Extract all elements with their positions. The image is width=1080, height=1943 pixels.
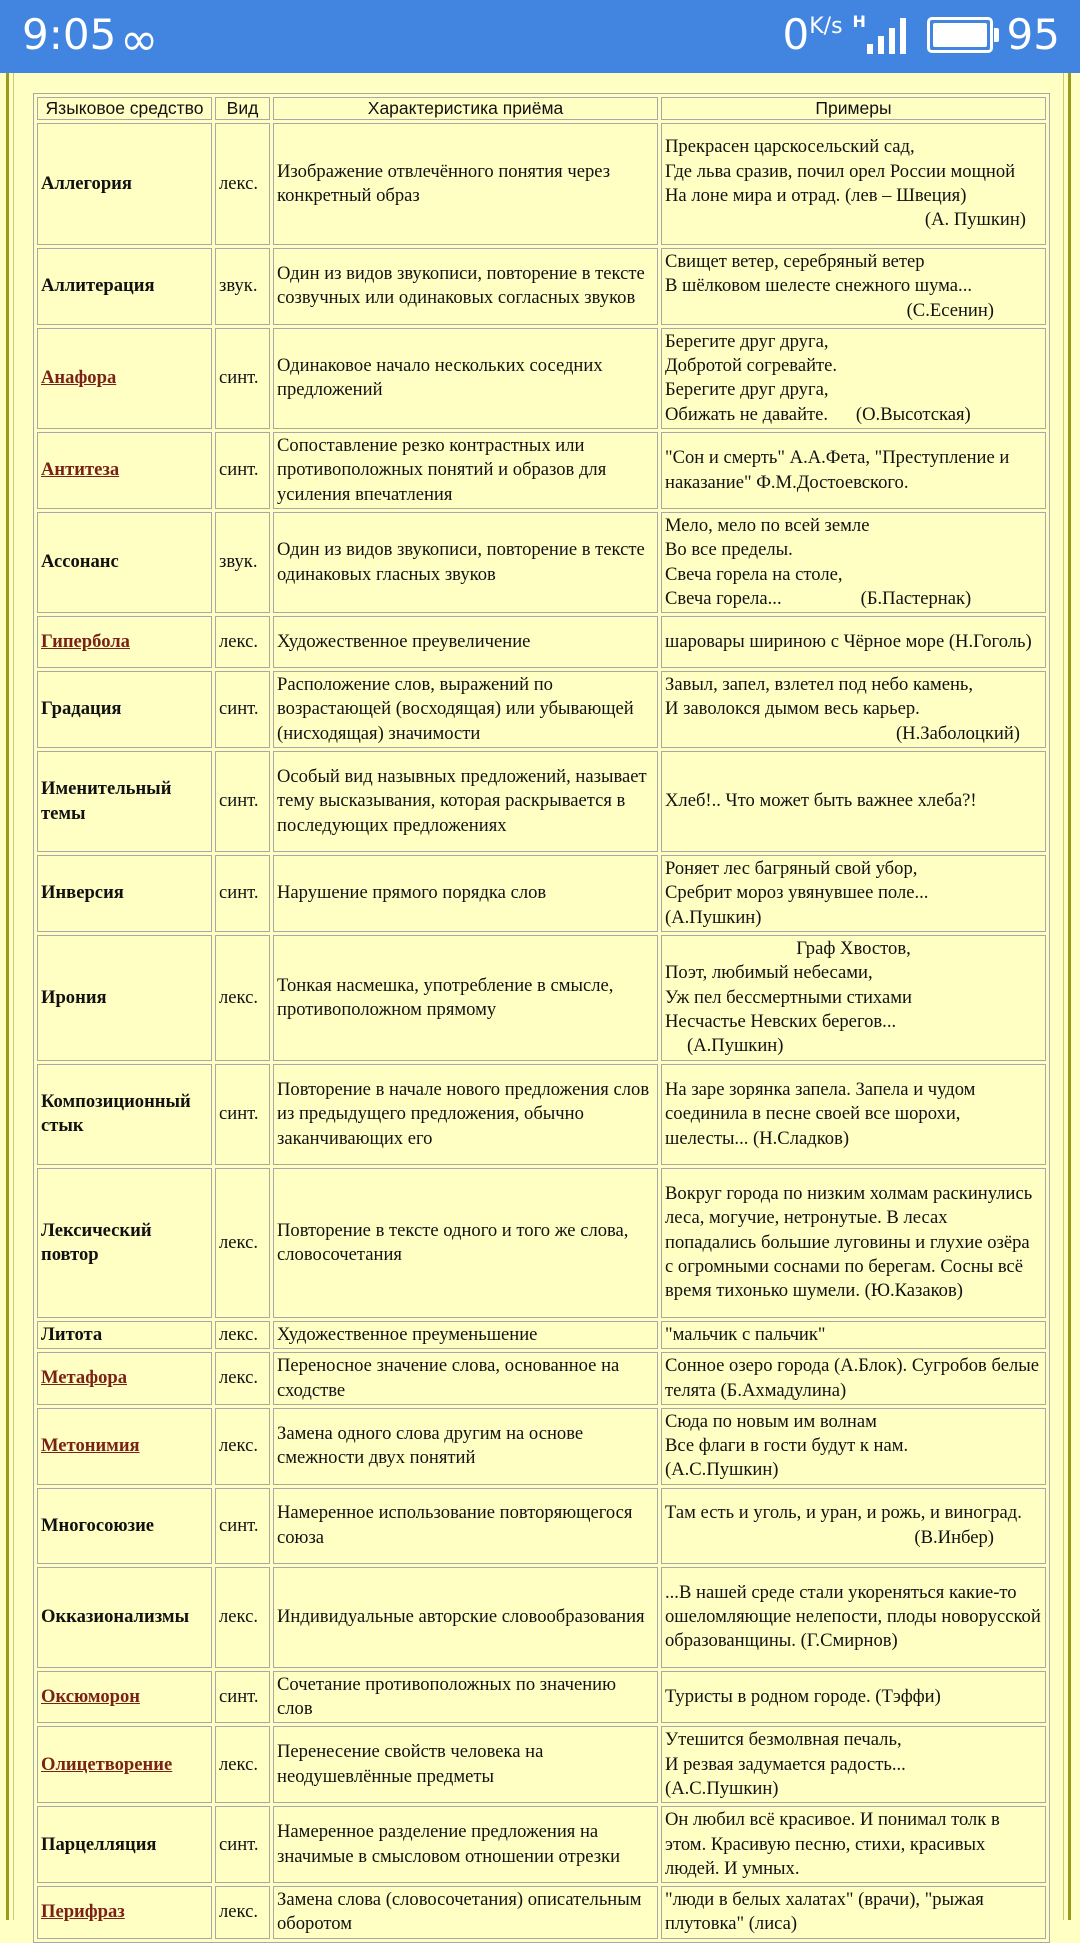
device-examples	[661, 123, 1046, 245]
example-line: Обижать не давайте. (О.Высотская)	[665, 403, 971, 425]
content-area	[33, 93, 1048, 1943]
table-row	[37, 935, 1046, 1061]
example-line: (С.Есенин)	[906, 299, 994, 321]
example-line: На заре зорянка запела. Запела и чудом соединила в песне своей все шорохи, шелесты... (Н.Сладков)	[665, 1078, 981, 1149]
example-line: На лоне мира и отрад. (лев – Швеция)	[665, 185, 967, 206]
device-kind: лекс.	[215, 1886, 270, 1939]
status-bar	[0, 0, 1080, 73]
device-kind: синт.	[215, 751, 270, 852]
example-line: В шёлковом шелесте снежного шума...	[665, 275, 973, 297]
table-row	[37, 616, 1046, 668]
device-link[interactable]: Оксюморон	[41, 1685, 140, 1707]
device-examples	[661, 1064, 1046, 1165]
example-line: Там есть и уголь, и уран, и рожь, и виноград.	[665, 1502, 1022, 1524]
device-name-cell	[37, 1726, 212, 1803]
table-row	[37, 855, 1046, 932]
example-line: Утешится безмолвная печаль,	[665, 1729, 902, 1751]
device-link[interactable]: Метонимия	[41, 1435, 140, 1457]
device-characteristic: Замена слова (словосочетания) описательным оборотом	[273, 1886, 658, 1939]
network-speed-unit: K/s	[809, 14, 843, 39]
table-row	[37, 751, 1046, 852]
device-characteristic: Повторение в начале нового предложения слов из предыдущего предложения, обычно заканчивающих его	[273, 1064, 658, 1165]
example-line: Все флаги в гости будут к нам.	[665, 1435, 909, 1457]
example-line: (В.Инбер)	[914, 1526, 994, 1548]
device-name: Многосоюзие	[41, 1514, 155, 1536]
page-frame-left-inner	[13, 73, 14, 1920]
device-link[interactable]: Перифраз	[41, 1901, 125, 1923]
device-characteristic: Нарушение прямого порядка слов	[273, 855, 658, 932]
device-kind: синт.	[215, 671, 270, 748]
device-characteristic: Особый вид назывных предложений, называет тему высказывания, которая раскрывается в последующих предложениях	[273, 751, 658, 852]
device-name: Градация	[41, 698, 122, 720]
network-speed: 0K/s	[782, 10, 843, 59]
device-link[interactable]: Антитеза	[41, 459, 120, 481]
device-characteristic: Художественное преувеличение	[273, 616, 658, 668]
device-examples	[661, 616, 1046, 668]
example-line: (А.С.Пушкин)	[665, 1459, 779, 1481]
device-kind: звук.	[215, 512, 270, 613]
device-name: Лексический повтор	[41, 1219, 152, 1265]
device-characteristic: Намеренное использование повторяющегося союза	[273, 1488, 658, 1564]
page-frame-left	[6, 73, 9, 1920]
device-name-cell	[37, 1352, 212, 1405]
device-kind: лекс.	[215, 123, 270, 245]
device-characteristic: Один из видов звукописи, повторение в тексте одинаковых гласных звуков	[273, 512, 658, 613]
table-row	[37, 123, 1046, 245]
device-name: Аллегория	[41, 172, 132, 194]
table-row	[37, 1806, 1046, 1883]
device-name-cell	[37, 328, 212, 429]
example-line: Он любил всё красивое. И понимал толк в этом. Красивую песню, стихи, красивых людей. И умных.	[665, 1809, 1005, 1879]
device-characteristic: Одинаковое начало нескольких соседних предложений	[273, 328, 658, 429]
device-examples	[661, 751, 1046, 852]
device-characteristic: Тонкая насмешка, употребление в смысле, противоположном прямому	[273, 935, 658, 1061]
device-examples	[661, 1488, 1046, 1564]
device-name-cell	[37, 1671, 212, 1724]
example-line: Сребрит мороз увянувшее поле...	[665, 882, 929, 904]
device-name-cell	[37, 1567, 212, 1668]
infinity-icon: ∞	[120, 12, 159, 66]
device-kind: лекс.	[215, 1168, 270, 1318]
device-name-cell	[37, 432, 212, 509]
device-characteristic: Индивидуальные авторские словообразования	[273, 1567, 658, 1668]
example-line: И резвая задумается радость...	[665, 1753, 906, 1775]
device-name-cell	[37, 751, 212, 852]
table-row	[37, 1064, 1046, 1165]
device-kind: синт.	[215, 855, 270, 932]
device-kind: синт.	[215, 1064, 270, 1165]
device-characteristic: Расположение слов, выражений по возрастающей (восходящая) или убывающей (нисходящая) значимости	[273, 671, 658, 748]
device-kind: лекс.	[215, 1408, 270, 1485]
device-name-cell	[37, 1488, 212, 1564]
table-row	[37, 1567, 1046, 1668]
device-kind: синт.	[215, 432, 270, 509]
example-line: (А.С.Пушкин)	[665, 1777, 779, 1799]
battery-percent: 95	[1006, 10, 1060, 59]
signal-type-label: H	[852, 11, 866, 31]
table-row	[37, 1726, 1046, 1803]
example-line: ...В нашей среде стали укореняться какие-то ошеломляющие нелепости, плоды новорусской образованщины. (Г.Смирнов)	[665, 1581, 1046, 1652]
example-line: (А.Пушкин)	[665, 906, 762, 928]
table-row	[37, 512, 1046, 613]
example-line: Несчастье Невских берегов...	[665, 1011, 897, 1033]
device-kind: синт.	[215, 328, 270, 429]
example-line: И заволокся дымом весь карьер.	[665, 698, 920, 720]
signal-icon	[852, 11, 911, 56]
example-line: Хлеб!.. Что может быть важнее хлеба?!	[665, 790, 977, 812]
device-characteristic: Перенесение свойств человека на неодушевлённые предметы	[273, 1726, 658, 1803]
device-name: Инверсия	[41, 882, 124, 904]
column-header-examples: Примеры	[661, 97, 1046, 120]
column-header-characteristic: Характеристика приёма	[273, 97, 658, 120]
literary-devices-table	[33, 93, 1050, 1943]
device-examples	[661, 671, 1046, 748]
device-characteristic: Сопоставление резко контрастных или противоположных понятий и образов для усиления впечатления	[273, 432, 658, 509]
device-name-cell	[37, 1321, 212, 1349]
table-row	[37, 1321, 1046, 1349]
device-link[interactable]: Метафора	[41, 1367, 128, 1389]
device-characteristic: Один из видов звукописи, повторение в тексте созвучных или одинаковых согласных звуков	[273, 248, 658, 325]
table-row	[37, 1352, 1046, 1405]
device-kind: лекс.	[215, 1352, 270, 1405]
device-examples	[661, 855, 1046, 932]
example-line: Свищет ветер, серебряный ветер	[665, 251, 925, 272]
device-link[interactable]: Анафора	[41, 367, 117, 389]
table-row	[37, 1168, 1046, 1318]
device-characteristic: Замена одного слова другим на основе смежности двух понятий	[273, 1408, 658, 1485]
device-name-cell	[37, 1886, 212, 1939]
device-examples	[661, 1726, 1046, 1803]
example-line: Мело, мело по всей земле	[665, 514, 870, 536]
example-line: шаровары шириною с Чёрное море (Н.Гоголь)	[665, 631, 1032, 652]
device-name: Ирония	[41, 986, 107, 1008]
device-name-cell	[37, 512, 212, 613]
device-name: Аллитерация	[41, 275, 155, 297]
column-header-kind: Вид	[215, 97, 270, 120]
device-examples	[661, 1408, 1046, 1485]
table-row	[37, 248, 1046, 325]
device-examples	[661, 1168, 1046, 1318]
device-kind: синт.	[215, 1806, 270, 1883]
example-line: Вокруг города по низким холмам раскинулись леса, могучие, нетронутые. В лесах попадались большие луговины и глухие озёра с огромными соснами по берегам. Сосны всё время тихонько шумели. (Ю.Казаков)	[665, 1183, 1037, 1302]
device-examples	[661, 512, 1046, 613]
example-line: Туристы в родном городе. (Тэффи)	[665, 1685, 941, 1707]
device-link[interactable]: Олицетворение	[41, 1753, 173, 1775]
example-line: Берегите друг друга,	[665, 379, 829, 401]
device-characteristic: Художественное преуменьшение	[273, 1321, 658, 1349]
device-name-cell	[37, 248, 212, 325]
device-kind: синт.	[215, 1671, 270, 1724]
device-name-cell	[37, 616, 212, 668]
page-frame-right-inner	[1063, 73, 1064, 1920]
device-examples	[661, 248, 1046, 325]
device-examples	[661, 1321, 1046, 1349]
example-line: Добротой согревайте.	[665, 355, 838, 377]
device-name-cell	[37, 1064, 212, 1165]
example-line: "Сон и смерть" А.А.Фета, "Преступление и наказание" Ф.М.Достоевского.	[665, 447, 1015, 493]
column-header-device: Языковое средство	[37, 97, 212, 120]
example-line: Роняет лес багряный свой убор,	[665, 858, 918, 880]
table-row	[37, 671, 1046, 748]
example-line: Прекрасен царскосельский сад,	[665, 136, 915, 158]
example-line: Берегите друг друга,	[665, 330, 829, 352]
device-name-cell	[37, 671, 212, 748]
example-line: Завыл, запел, взлетел под небо камень,	[665, 674, 974, 696]
example-line: Уж пел бессмертными стихами	[665, 986, 912, 1008]
device-examples	[661, 1567, 1046, 1668]
device-name: Парцелляция	[41, 1833, 157, 1855]
device-name: Композиционный стык	[41, 1091, 191, 1137]
example-line: Граф Хвостов,	[796, 938, 911, 960]
device-kind: лекс.	[215, 935, 270, 1061]
clock: 9:05	[22, 10, 117, 59]
example-line: "люди в белых халатах" (врачи), "рыжая плутовка" (лиса)	[665, 1889, 989, 1935]
device-kind: лекс.	[215, 1726, 270, 1803]
battery-icon	[927, 17, 993, 53]
device-name-cell	[37, 935, 212, 1061]
device-characteristic: Переносное значение слова, основанное на сходстве	[273, 1352, 658, 1405]
example-line: Поэт, любимый небесами,	[665, 962, 873, 984]
device-name: Именительный темы	[41, 778, 172, 824]
device-examples	[661, 432, 1046, 509]
device-kind: лекс.	[215, 1321, 270, 1349]
device-characteristic: Намеренное разделение предложения на значимые в смысловом отношении отрезки	[273, 1806, 658, 1883]
device-name-cell	[37, 855, 212, 932]
table-row	[37, 432, 1046, 509]
table-header-row	[37, 97, 1046, 120]
device-kind: лекс.	[215, 616, 270, 668]
table-row	[37, 1886, 1046, 1939]
device-examples	[661, 328, 1046, 429]
example-line: Во все пределы.	[665, 539, 793, 561]
device-link[interactable]: Гипербола	[41, 631, 130, 652]
device-examples	[661, 1806, 1046, 1883]
device-examples	[661, 1352, 1046, 1405]
example-line: (А. Пушкин)	[924, 209, 1026, 231]
device-characteristic: Сочетание противоположных по значению слов	[273, 1671, 658, 1724]
table-row	[37, 328, 1046, 429]
device-examples	[661, 1886, 1046, 1939]
device-name: Окказионализмы	[41, 1606, 190, 1628]
device-kind: синт.	[215, 1488, 270, 1564]
example-line: Свеча горела на столе,	[665, 563, 843, 585]
device-name-cell	[37, 123, 212, 245]
example-line: (Н.Заболоцкий)	[895, 722, 1020, 744]
device-examples	[661, 935, 1046, 1061]
device-name-cell	[37, 1408, 212, 1485]
example-line: Где льва сразив, почил орел России мощной	[665, 160, 1016, 182]
device-name: Ассонанс	[41, 551, 119, 573]
device-characteristic: Изображение отвлечённого понятия через конкретный образ	[273, 123, 658, 245]
device-kind: звук.	[215, 248, 270, 325]
device-name-cell	[37, 1806, 212, 1883]
device-characteristic: Повторение в тексте одного и того же слова, словосочетания	[273, 1168, 658, 1318]
device-examples	[661, 1671, 1046, 1724]
table-row	[37, 1488, 1046, 1564]
table-row	[37, 1671, 1046, 1724]
example-line: Свеча горела... (Б.Пастернак)	[665, 587, 972, 609]
example-line: "мальчик с пальчик"	[665, 1323, 826, 1345]
page-frame-right	[1068, 73, 1071, 1920]
device-name: Литота	[41, 1323, 103, 1345]
table-row	[37, 1408, 1046, 1485]
example-line: Сюда по новым им волнам	[665, 1410, 877, 1432]
device-kind: лекс.	[215, 1567, 270, 1668]
example-line: Сонное озеро города (А.Блок). Сугробов белые телята (Б.Ахмадулина)	[665, 1355, 1044, 1401]
device-name-cell	[37, 1168, 212, 1318]
example-line: (А.Пушкин)	[687, 1035, 784, 1057]
